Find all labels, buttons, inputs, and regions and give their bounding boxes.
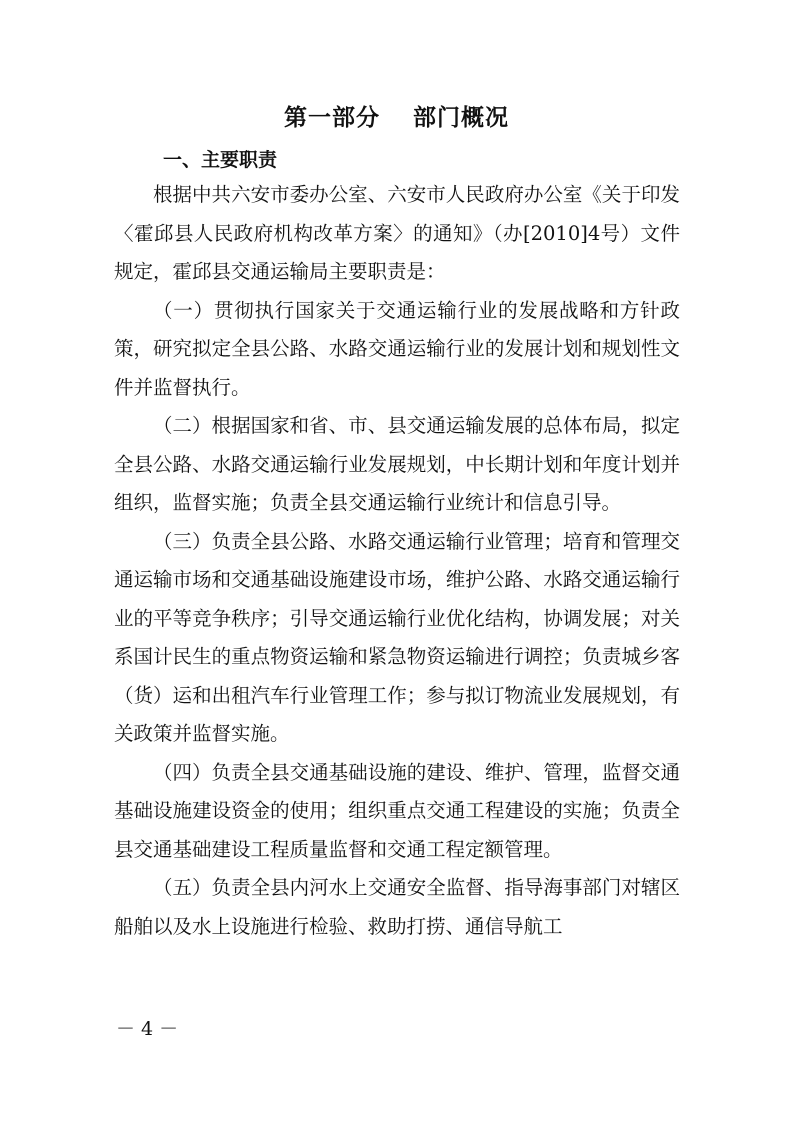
page-title: 第一部分 部门概况 [283, 105, 509, 131]
paragraph-duty-5: （五）负责全县内河水上交通安全监督、指导海事部门对辖区船舶以及水上设施进行检验、救助打捞、通信导航工 [114, 876, 680, 938]
document-body [114, 176, 680, 946]
section-heading: 一、主要职责 [163, 149, 278, 171]
page-number: － 4 － [116, 1018, 179, 1040]
paragraph-duty-1: （一）贯彻执行国家关于交通运输行业的发展战略和方针政策，研究拟定全县公路、水路交通运输行业的发展计划和规划性文件并监督执行。 [114, 298, 680, 399]
paragraph-duty-3: （三）负责全县公路、水路交通运输行业管理；培育和管理交通运输市场和交通基础设施建设市场，维护公路、水路交通运输行业的平等竞争秩序；引导交通运输行业优化结构，协调发展；对关系国计民生的重点物资运输和紧急物资运输进行调控；负责城乡客（货）运和出租汽车行业管理工作；参与拟订物流业发展规划，有关政策并监督实施。 [114, 529, 680, 745]
paragraph-duty-4: （四）负责全县交通基础设施的建设、维护、管理，监督交通基础设施建设资金的使用；组织重点交通工程建设的实施；负责全县交通基础建设工程质量监督和交通工程定额管理。 [114, 760, 680, 861]
paragraph-duty-2: （二）根据国家和省、市、县交通运输发展的总体布局，拟定全县公路、水路交通运输行业发展规划，中长期计划和年度计划并组织，监督实施；负责全县交通运输行业统计和信息引导。 [114, 414, 680, 514]
paragraph-intro: 根据中共六安市委办公室、六安市人民政府办公室《关于印发〈霍邱县人民政府机构改革方案〉的通知》（办[2010]4号）文件规定，霍邱县交通运输局主要职责是： [114, 183, 680, 283]
